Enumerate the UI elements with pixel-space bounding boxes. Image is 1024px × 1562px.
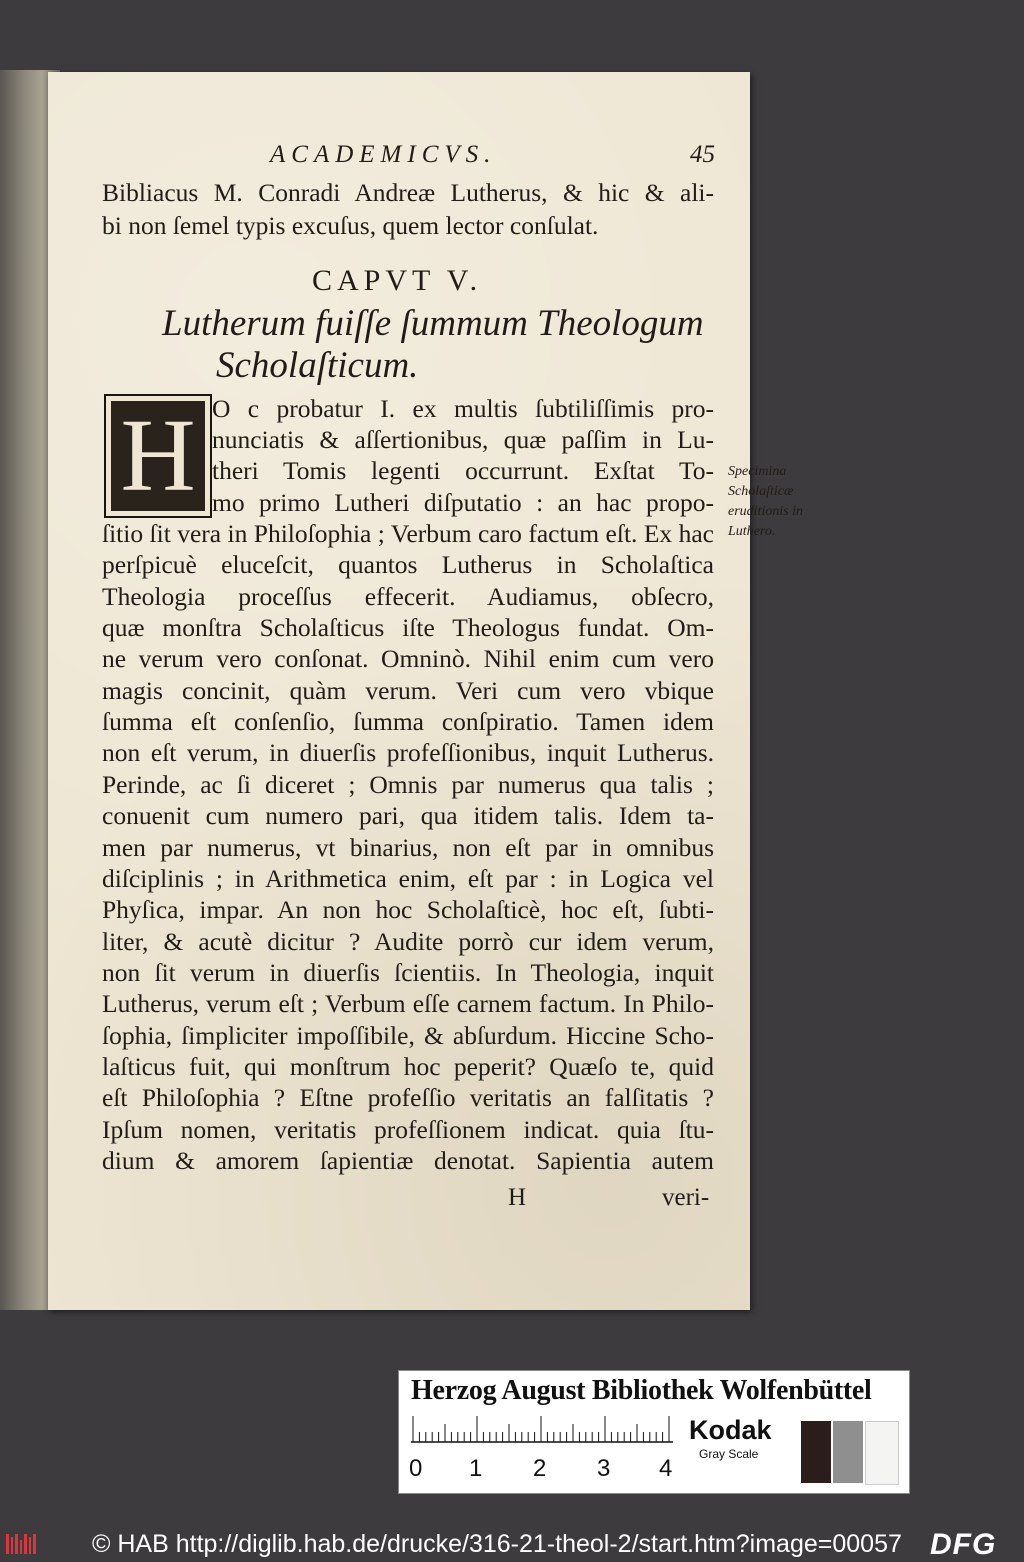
text-line: Bibliacus M. Conradi Andreæ Lutherus, & hic & ali- [102,178,714,207]
text-line: non ſit verum in diuerſis ſcientiis. In Theologia, inquit [102,958,714,987]
ruler-number: 0 [409,1455,423,1482]
chapter-subtitle-line: Lutherum fuiſſe ſummum Theologum [162,303,704,344]
text-line: dium & amorem ſapientiæ denotat. Sapientia autem [102,1146,714,1175]
barcode-logo-icon [6,1532,38,1556]
ruler-number: 4 [659,1455,673,1482]
decorated-initial: H [104,394,212,518]
kodak-brand: Kodak [689,1415,772,1445]
text-line: diſciplinis ; in Arithmetica enim, eſt par : in Logica vel [102,864,714,893]
library-name: Herzog August Bibliothek Wolfenbüttel [411,1375,872,1406]
text-line: liter, & acutè dicitur ? Audite porrò cur idem verum, [102,927,714,956]
text-line: ne verum vero conſonat. Omninò. Nihil enim cum vero [102,644,714,673]
gray-swatch-mid [833,1421,863,1483]
text-line: ſitio ſit vera in Philoſophia ; Verbum caro factum eſt. Ex hac [102,519,714,548]
text-line: Theologia proceſſus effecerit. Audiamus, obſecro, [102,582,714,611]
text-line: magis concinit, quàm verum. Veri cum vero vbique [102,676,714,705]
ruler-number: 1 [469,1455,483,1482]
ruler-numbers [407,1455,677,1485]
catchword: veri- [662,1184,710,1211]
text-line: theri Tomis legenti occurrunt. Exſtat To- [212,456,714,485]
gray-swatch-light [865,1421,899,1485]
text-line: Perinde, ac ſi diceret ; Omnis par numerus qua talis ; [102,770,714,799]
margin-note [728,462,848,542]
gray-scale-label: Gray Scale [699,1447,759,1461]
text-line: Ipſum nomen, veritatis profeſſionem indicat. quia ſtu- [102,1115,714,1144]
text-line: perſpicuè eluceſcit, quantos Lutherus in Scholaſtica [102,550,714,579]
chapter-title: CAPVT V. [312,264,483,297]
ruler-icon [411,1415,673,1443]
text-line: nunciatis & aſſertionibus, quæ paſſim in Lu- [212,425,714,454]
page-number: 45 [690,141,715,168]
text-line: O c probatur I. ex multis ſubtiliſſimis pro- [212,394,714,423]
text-line: quæ monſtra Scholaſticus iſte Theologus fundat. Om- [102,613,714,642]
text-line: non eſt verum, in diuerſis profeſſionibus, inquit Lutherus. [102,738,714,767]
text-line: laſticus fuit, qui monſtrum hoc peperit? Quæſo te, quid [102,1052,714,1081]
signature-mark: H [508,1184,527,1211]
margin-note-line: Specimina [728,464,787,479]
margin-note-line: eruditionis in [728,504,804,519]
color-target-card [398,1370,910,1494]
text-line: Lutherus, verum eſt ; Verbum eſſe carnem factum. In Philo- [102,989,714,1018]
margin-note-line: Luthero. [728,524,776,539]
gray-swatch-dark [801,1421,831,1483]
ruler-number: 3 [597,1455,611,1482]
text-line: Phyſica, impar. An non hoc Scholaſticè, hoc eſt, ſubti- [102,895,714,924]
text-line: conuenit cum numero pari, qua itidem talis. Idem ta- [102,801,714,830]
footer-credit: © HAB http://diglib.hab.de/drucke/316-21-theol-2/start.htm?image=00057 [92,1530,902,1558]
margin-note-line: Scholaſticæ [728,484,794,499]
text-line: eſt Philoſophia ? Eſtne profeſſio veritatis an falſitatis ? [102,1083,714,1112]
ruler-number: 2 [533,1455,547,1482]
footer-bar [0,1526,1024,1562]
text-line: mo primo Lutheri diſputatio : an hac propo- [212,488,714,517]
dfg-logo: DFG [930,1528,997,1561]
chapter-subtitle-line: Scholaſticum. [216,345,419,386]
text-line: ſophia, ſimpliciter impoſſibile, & abſurdum. Hiccine Scho- [102,1021,714,1050]
running-head: ACADEMICVS. [270,141,497,168]
text-line: ſumma eſt conſenſio, ſumma conſpiratio. Tamen idem [102,707,714,736]
text-line: men par numerus, vt binarius, non eſt par in omnibus [102,833,714,862]
text-line: bi non ſemel typis excuſus, quem lector conſulat. [102,211,599,240]
